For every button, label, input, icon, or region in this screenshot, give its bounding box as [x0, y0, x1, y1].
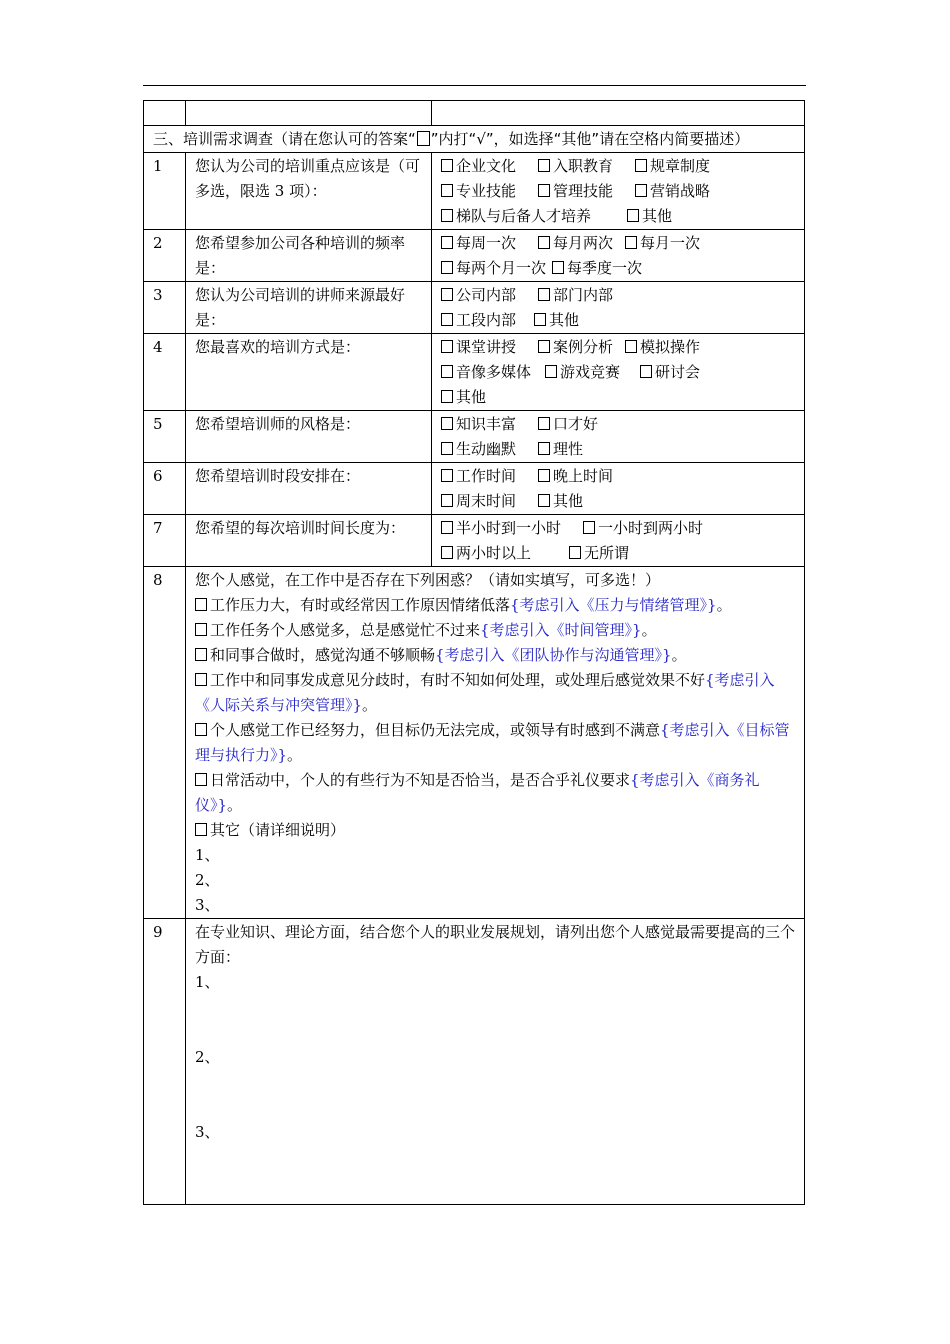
- checkbox-icon[interactable]: [441, 546, 453, 559]
- answer-blank-2[interactable]: 2、: [195, 871, 220, 889]
- checkbox-icon[interactable]: [195, 648, 207, 661]
- option-line: [441, 283, 795, 308]
- option-label: 每季度一次: [567, 259, 643, 277]
- option-checkbox[interactable]: [538, 335, 613, 360]
- question-text: 您希望培训时段安排在：: [186, 463, 432, 515]
- checkbox-icon[interactable]: [538, 288, 550, 301]
- question-text: 您最喜欢的培训方式是：: [186, 334, 432, 411]
- answer-blank-1[interactable]: 1、: [195, 973, 220, 991]
- concern-text: 个人感觉工作已经努力，但目标仍无法完成，或领导有时感到不满意: [210, 721, 661, 739]
- checkbox-icon[interactable]: [538, 494, 550, 507]
- option-label: 研讨会: [655, 363, 701, 381]
- checkbox-icon[interactable]: [627, 209, 639, 222]
- question-options: [432, 334, 805, 411]
- option-checkbox[interactable]: [538, 154, 613, 179]
- checkbox-icon[interactable]: [195, 723, 207, 736]
- question-number: 9: [144, 919, 186, 1205]
- concern-text: 其它（请详细说明）: [210, 821, 346, 839]
- section-title-row: [144, 126, 805, 153]
- concern-item[interactable]: [195, 718, 795, 768]
- section-title-part-1: 三、培训需求调查（请在您认可的答案“: [153, 130, 416, 148]
- question-options: [432, 463, 805, 515]
- concern-item[interactable]: [195, 768, 795, 818]
- section-title-part-2: ”内打“√”，如选择“其他”请在空格内简要描述）: [430, 130, 750, 148]
- option-label: 半小时到一小时: [456, 519, 562, 537]
- checkbox-icon[interactable]: [195, 773, 207, 786]
- question-options: [432, 230, 805, 282]
- question-options: [432, 515, 805, 567]
- option-checkbox[interactable]: [625, 335, 700, 360]
- answer-blank-3[interactable]: 3、: [195, 896, 220, 914]
- checkbox-icon[interactable]: [625, 236, 637, 249]
- option-checkbox[interactable]: [441, 204, 591, 229]
- sentence-end: 。: [716, 596, 732, 614]
- answer-space[interactable]: [195, 1145, 795, 1204]
- option-checkbox[interactable]: [441, 283, 516, 308]
- option-line: [441, 464, 795, 489]
- question-row-5: [144, 411, 805, 463]
- question-8-items: [195, 593, 795, 843]
- question-text: 您希望的每次培训时间长度为：: [186, 515, 432, 567]
- option-line: [441, 516, 795, 541]
- question-row-7: [144, 515, 805, 567]
- question-8-intro: 您个人感觉，在工作中是否存在下列困惑？（请如实填写，可多选！）: [195, 571, 661, 589]
- question-number: 3: [144, 282, 186, 334]
- option-label: 案例分析: [553, 338, 614, 356]
- option-label: 企业文化: [456, 157, 517, 175]
- checkbox-icon[interactable]: [640, 365, 652, 378]
- option-label: 每月两次: [553, 234, 614, 252]
- checkbox-icon[interactable]: [441, 261, 453, 274]
- option-checkbox[interactable]: [538, 489, 583, 514]
- option-label: 部门内部: [553, 286, 614, 304]
- option-checkbox[interactable]: [640, 360, 700, 385]
- checkbox-icon[interactable]: [635, 184, 647, 197]
- option-label: 梯队与后备人才培养: [456, 207, 592, 225]
- option-label: 公司内部: [456, 286, 517, 304]
- option-label: 两小时以上: [456, 544, 532, 562]
- option-label: 每两个月一次: [456, 259, 547, 277]
- option-checkbox[interactable]: [552, 256, 642, 281]
- option-line: [441, 204, 795, 229]
- option-checkbox[interactable]: [635, 179, 710, 204]
- checkbox-icon[interactable]: [583, 521, 595, 534]
- concern-text: 工作压力大，有时或经常因工作原因情绪低落: [210, 596, 511, 614]
- option-checkbox[interactable]: [441, 489, 516, 514]
- option-checkbox[interactable]: [441, 179, 516, 204]
- checkbox-icon[interactable]: [195, 623, 207, 636]
- checkbox-icon[interactable]: [538, 469, 550, 482]
- question-options: [432, 282, 805, 334]
- blank-cell: [432, 101, 805, 126]
- blank-cell: [144, 101, 186, 126]
- course-suggestion: {考虑引入《团队协作与沟通管理》}: [435, 646, 672, 664]
- question-row-2: [144, 230, 805, 282]
- question-row-9: [144, 919, 805, 1205]
- option-label: 知识丰富: [456, 415, 517, 433]
- checkbox-icon[interactable]: [538, 184, 550, 197]
- concern-item[interactable]: [195, 618, 795, 643]
- blank-cell: [186, 101, 432, 126]
- option-checkbox[interactable]: [441, 335, 516, 360]
- option-label: 音像多媒体: [456, 363, 532, 381]
- option-checkbox[interactable]: [441, 412, 516, 437]
- option-line: [441, 360, 795, 385]
- option-label: 口才好: [553, 415, 599, 433]
- course-suggestion: {考虑引入《人际关系与冲突管理》}: [195, 671, 775, 714]
- checkbox-icon[interactable]: [441, 494, 453, 507]
- option-label: 模拟操作: [640, 338, 701, 356]
- question-row-3: [144, 282, 805, 334]
- checkbox-icon[interactable]: [441, 313, 453, 326]
- option-checkbox[interactable]: [538, 464, 613, 489]
- concern-item[interactable]: [195, 643, 795, 668]
- sentence-end: 。: [362, 696, 378, 714]
- option-checkbox[interactable]: [441, 516, 561, 541]
- option-checkbox[interactable]: [441, 308, 516, 333]
- checkbox-icon[interactable]: [441, 469, 453, 482]
- checkbox-icon[interactable]: [441, 417, 453, 430]
- sentence-end: 。: [227, 796, 243, 814]
- question-number: 2: [144, 230, 186, 282]
- checkbox-icon[interactable]: [195, 673, 207, 686]
- checkbox-icon[interactable]: [195, 598, 207, 611]
- option-checkbox[interactable]: [538, 179, 613, 204]
- option-checkbox[interactable]: [441, 541, 531, 566]
- option-checkbox[interactable]: [545, 360, 620, 385]
- checkbox-icon: [417, 131, 430, 146]
- option-line: [441, 412, 795, 437]
- checkbox-icon[interactable]: [538, 340, 550, 353]
- question-options: [432, 411, 805, 463]
- question-row-1: [144, 153, 805, 230]
- option-label: 营销战略: [650, 182, 711, 200]
- option-label: 每周一次: [456, 234, 517, 252]
- option-line: [441, 308, 795, 333]
- option-checkbox[interactable]: [441, 256, 546, 281]
- question-9-text: 在专业知识、理论方面，结合您个人的职业发展规划，请列出您个人感觉最需要提高的三个方面：: [195, 923, 796, 966]
- concern-text: 工作中和同事发成意见分歧时，有时不知如何处理，或处理后感觉效果不好: [210, 671, 706, 689]
- answer-space[interactable]: [195, 1070, 795, 1120]
- option-checkbox[interactable]: [569, 541, 629, 566]
- question-number: 7: [144, 515, 186, 567]
- option-line: [441, 437, 795, 462]
- checkbox-icon[interactable]: [441, 390, 453, 403]
- question-row-4: [144, 334, 805, 411]
- checkbox-icon[interactable]: [538, 236, 550, 249]
- option-line: [441, 385, 795, 410]
- option-label: 周末时间: [456, 492, 517, 510]
- sentence-end: 。: [641, 621, 657, 639]
- question-number: 6: [144, 463, 186, 515]
- question-number: 8: [144, 567, 186, 919]
- option-label: 工作时间: [456, 467, 517, 485]
- checkbox-icon[interactable]: [441, 236, 453, 249]
- concern-text: 工作任务个人感觉多，总是感觉忙不过来: [210, 621, 481, 639]
- concern-text: 和同事合做时，感觉沟通不够顺畅: [210, 646, 436, 664]
- checkbox-icon[interactable]: [441, 209, 453, 222]
- checkbox-icon[interactable]: [441, 365, 453, 378]
- training-survey-table: [143, 100, 805, 1205]
- option-checkbox[interactable]: [538, 437, 583, 462]
- answer-blank-1[interactable]: 1、: [195, 846, 220, 864]
- option-checkbox[interactable]: [441, 385, 486, 410]
- option-checkbox[interactable]: [538, 412, 598, 437]
- option-label: 管理技能: [553, 182, 614, 200]
- sentence-end: 。: [287, 746, 303, 764]
- concern-item[interactable]: [195, 668, 795, 718]
- checkbox-icon[interactable]: [441, 521, 453, 534]
- option-checkbox[interactable]: [441, 231, 516, 256]
- checkbox-icon[interactable]: [441, 159, 453, 172]
- concern-item[interactable]: [195, 818, 795, 843]
- option-checkbox[interactable]: [441, 154, 516, 179]
- option-label: 工段内部: [456, 311, 517, 329]
- option-line: [441, 256, 795, 281]
- option-checkbox[interactable]: [441, 437, 516, 462]
- option-label: 专业技能: [456, 182, 517, 200]
- option-line: [441, 489, 795, 514]
- checkbox-icon[interactable]: [538, 159, 550, 172]
- question-row-6: [144, 463, 805, 515]
- option-label: 其他: [642, 207, 673, 225]
- option-label: 规章制度: [650, 157, 711, 175]
- option-label: 生动幽默: [456, 440, 517, 458]
- course-suggestion: {考虑引入《压力与情绪管理》}: [510, 596, 717, 614]
- question-number: 5: [144, 411, 186, 463]
- course-suggestion: {考虑引入《目标管理与执行力》}: [195, 721, 790, 764]
- option-line: [441, 231, 795, 256]
- header-rule: [143, 85, 806, 86]
- option-label: 课堂讲授: [456, 338, 517, 356]
- sentence-end: 。: [671, 646, 687, 664]
- option-line: [441, 154, 795, 179]
- option-checkbox[interactable]: [441, 464, 516, 489]
- question-text: 您希望培训师的风格是：: [186, 411, 432, 463]
- question-number: 4: [144, 334, 186, 411]
- option-label: 其他: [456, 388, 487, 406]
- answer-space[interactable]: [195, 995, 795, 1045]
- option-line: [441, 541, 795, 566]
- option-label: 无所谓: [584, 544, 630, 562]
- option-checkbox[interactable]: [534, 308, 579, 333]
- option-label: 其他: [553, 492, 584, 510]
- checkbox-icon[interactable]: [534, 313, 546, 326]
- concern-item[interactable]: [195, 593, 795, 618]
- checkbox-icon[interactable]: [441, 340, 453, 353]
- option-label: 游戏竞赛: [560, 363, 621, 381]
- checkbox-icon[interactable]: [441, 288, 453, 301]
- option-label: 晚上时间: [553, 467, 614, 485]
- checkbox-icon[interactable]: [538, 417, 550, 430]
- checkbox-icon[interactable]: [635, 159, 647, 172]
- course-suggestion: {考虑引入《时间管理》}: [480, 621, 642, 639]
- option-label: 一小时到两小时: [598, 519, 704, 537]
- option-checkbox[interactable]: [441, 360, 531, 385]
- option-label: 理性: [553, 440, 584, 458]
- question-text: 您希望参加公司各种培训的频率是：: [186, 230, 432, 282]
- question-rows: [144, 153, 805, 567]
- question-8-body: [186, 567, 805, 919]
- concern-text: 日常活动中，个人的有些行为不知是否恰当，是否合乎礼仪要求: [210, 771, 631, 789]
- question-8-blanks: [195, 843, 795, 918]
- option-label: 入职教育: [553, 157, 614, 175]
- question-number: 1: [144, 153, 186, 230]
- checkbox-icon[interactable]: [538, 442, 550, 455]
- checkbox-icon[interactable]: [441, 442, 453, 455]
- checkbox-icon[interactable]: [625, 340, 637, 353]
- option-label: 其他: [549, 311, 580, 329]
- option-label: 每月一次: [640, 234, 701, 252]
- checkbox-icon[interactable]: [195, 823, 207, 836]
- answer-blank-3[interactable]: 3、: [195, 1123, 220, 1141]
- question-text: 您认为公司的培训重点应该是（可多选，限选 3 项）：: [186, 153, 432, 230]
- option-checkbox[interactable]: [583, 516, 703, 541]
- question-text: 您认为公司培训的讲师来源最好是：: [186, 282, 432, 334]
- option-checkbox[interactable]: [625, 231, 700, 256]
- option-checkbox[interactable]: [635, 154, 710, 179]
- option-line: [441, 335, 795, 360]
- checkbox-icon[interactable]: [441, 184, 453, 197]
- checkbox-icon[interactable]: [545, 365, 557, 378]
- question-options: [432, 153, 805, 230]
- section-title: [144, 126, 805, 153]
- option-checkbox[interactable]: [627, 204, 672, 229]
- checkbox-icon[interactable]: [552, 261, 564, 274]
- option-line: [441, 179, 795, 204]
- question-9-body: [186, 919, 805, 1205]
- course-suggestion: {考虑引入《商务礼仪》}: [195, 771, 760, 814]
- option-checkbox[interactable]: [538, 283, 613, 308]
- option-checkbox[interactable]: [538, 231, 613, 256]
- question-row-8: [144, 567, 805, 919]
- answer-blank-2[interactable]: 2、: [195, 1048, 220, 1066]
- blank-header-row: [144, 101, 805, 126]
- checkbox-icon[interactable]: [569, 546, 581, 559]
